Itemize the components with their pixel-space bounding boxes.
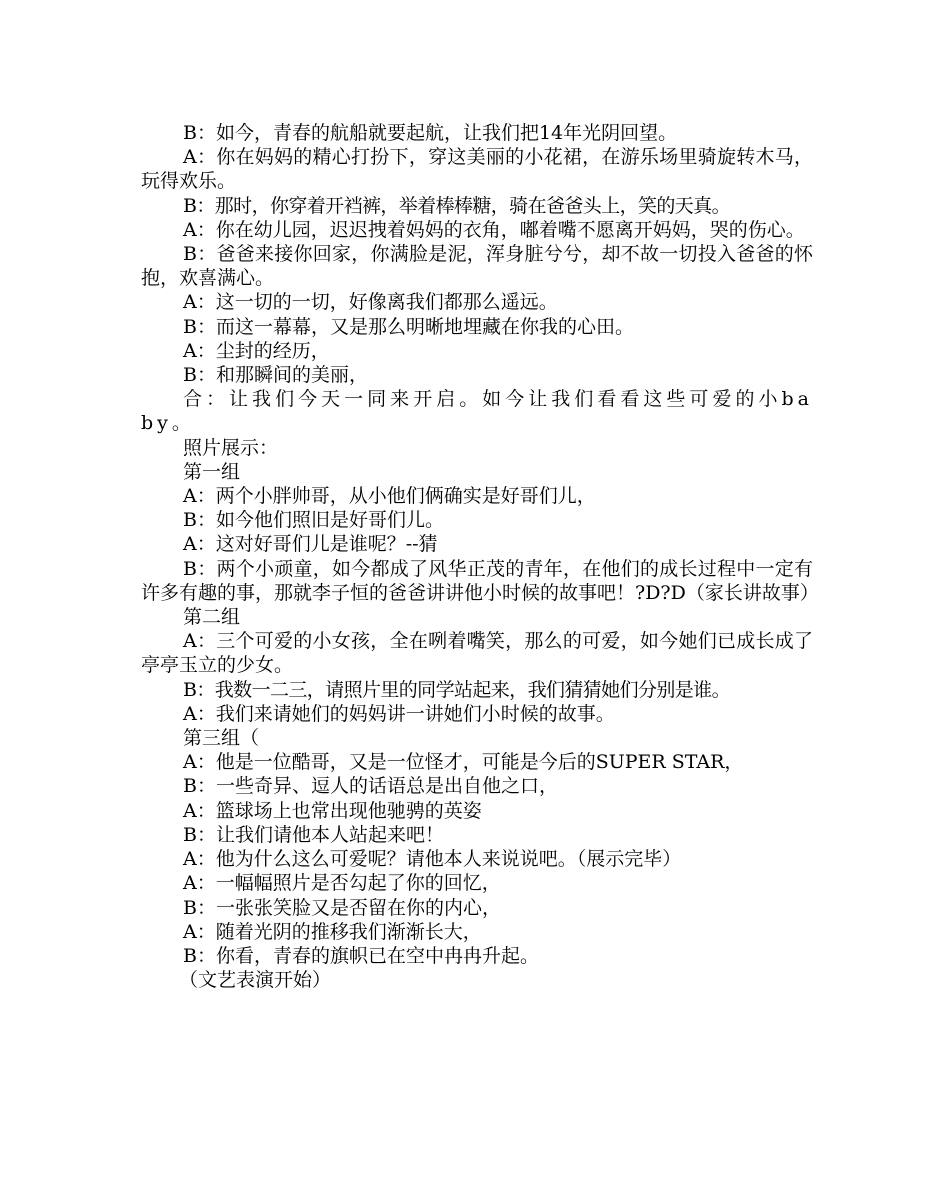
line-9: B：和那瞬间的美丽，	[183, 364, 368, 387]
group-1-heading: 第一组	[183, 460, 241, 483]
line-14: B：如今他们照旧是好哥们儿。	[183, 509, 444, 532]
line-24: A：篮球场上也常出现他驰骋的英姿	[183, 799, 482, 822]
line-16: B：两个小顽童，如今都成了风华正茂的青年，在他们的成长过程中一定有许多有趣的事，那就李子恒的爸爸讲讲他小时候的故事吧！?D?D（家长讲故事）	[141, 557, 819, 604]
line-23: B：一些奇异、逗人的话语总是出自他之口，	[183, 775, 558, 798]
line-6: A：这一切的一切，好像离我们都那么遥远。	[183, 291, 558, 314]
line-30: B：你看，青春的旗帜已在空中冉冉升起。	[183, 944, 539, 967]
closing-note: （文艺表演开始）	[179, 969, 332, 992]
line-18: A：三个可爱的小女孩，全在咧着嘴笑，那么的可爱，如今她们已成长成了亭亭玉立的少女。	[141, 630, 813, 677]
group-2-heading: 第二组	[183, 606, 241, 629]
line-4: A：你在幼儿园，迟迟拽着妈妈的衣角，嘟着嘴不愿离开妈妈，哭的伤心。	[183, 218, 805, 241]
line-10: 合：让我们今天一同来开启。如今让我们看看这些可爱的小baby。	[141, 388, 813, 435]
group-3-heading: 第三组（	[183, 727, 260, 750]
line-8: A：尘封的经历，	[183, 339, 330, 362]
line-7: B：而这一幕幕，又是那么明晰地埋藏在你我的心田。	[183, 315, 634, 338]
line-1: B：如今，青春的航船就要起航，让我们把14年光阴回望。	[183, 122, 678, 144]
line-27: A：一幅幅照片是否勾起了你的回忆，	[183, 872, 501, 895]
line-5: B：爸爸来接你回家，你满脸是泥，浑身脏兮兮，却不故一切投入爸爸的怀抱，欢喜满心。	[141, 243, 813, 290]
line-3: B：那时，你穿着开裆裤，举着棒棒糖，骑在爸爸头上，笑的天真。	[183, 194, 730, 217]
section-heading: 照片展示：	[183, 436, 279, 459]
line-20: A：我们来请她们的妈妈讲一讲她们小时候的故事。	[183, 702, 615, 725]
line-15: A：这对好哥们儿是谁呢？--猜	[183, 533, 438, 556]
line-26: A：他为什么这么可爱呢？请他本人来说说吧。（展示完毕）	[183, 848, 682, 871]
line-2: A：你在妈妈的精心打扮下，穿这美丽的小花裙，在游乐场里骑旋转木马，玩得欢乐。	[141, 146, 813, 193]
line-19: B：我数一二三，请照片里的同学站起来，我们猜猜她们分别是谁。	[183, 678, 730, 701]
line-28: B：一张张笑脸又是否留在你的内心，	[183, 896, 501, 919]
line-29: A：随着光阴的推移我们渐渐长大，	[183, 920, 482, 943]
line-25: B：让我们请他本人站起来吧！	[183, 823, 444, 846]
line-13: A：两个小胖帅哥，从小他们俩确实是好哥们儿，	[183, 485, 596, 508]
line-22: A：他是一位酷哥，又是一位怪才，可能是今后的SUPER STAR，	[183, 751, 744, 774]
script-text	[141, 121, 819, 992]
